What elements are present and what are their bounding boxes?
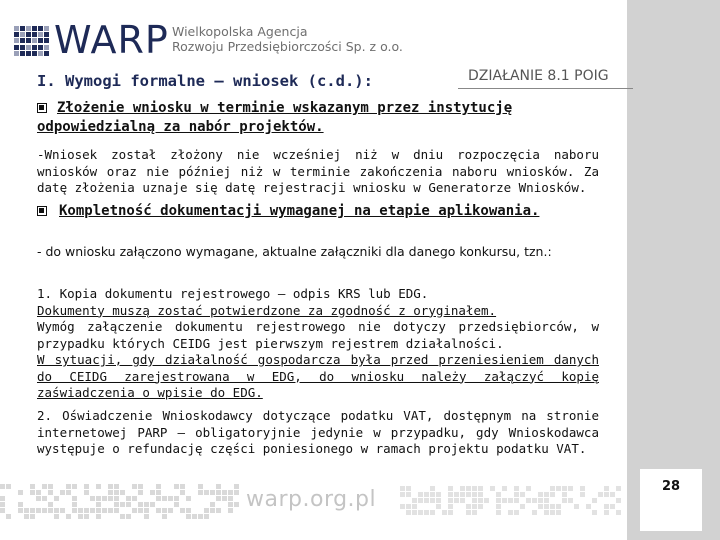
footer-dot — [544, 492, 549, 497]
program-label: DZIAŁANIE 8.1 POIG — [468, 68, 609, 84]
footer-dot — [144, 508, 149, 513]
footer-dot — [496, 510, 501, 515]
footer-dot — [60, 508, 65, 513]
footer-dot — [580, 492, 585, 497]
footer-dot — [448, 486, 453, 491]
page-number: 28 — [661, 479, 681, 494]
footer-dot — [454, 492, 459, 497]
section-number: I. — [37, 72, 56, 90]
footer-dot — [234, 484, 239, 489]
footer-dot — [550, 510, 555, 515]
footer-dot — [538, 498, 543, 503]
footer-dot — [0, 502, 5, 507]
footer-dot — [126, 514, 131, 519]
footer-dot — [424, 498, 429, 503]
footer-dot — [54, 508, 59, 513]
footer-dot — [418, 498, 423, 503]
footer-dots-right — [400, 486, 628, 520]
footer-dot — [0, 508, 5, 513]
point2-heading — [37, 202, 597, 221]
footer-dot — [180, 484, 185, 489]
footer-dot — [102, 496, 107, 501]
footer-dot — [18, 502, 23, 507]
footer-dot — [162, 508, 167, 513]
footer-dot — [180, 508, 185, 513]
footer-dot — [234, 490, 239, 495]
logo-dots-icon — [14, 26, 50, 56]
footer-dot — [502, 498, 507, 503]
point1-body: -Wniosek został złożony nie wcześniej niż w dniu rozpoczęcia naboru wniosków oraz nie później niż w terminie zakończenia naboru wniosków. Za datę złożenia uznaje się datę rejestracji wniosku w Generatorze Wniosków. — [37, 147, 599, 195]
footer-dot — [198, 484, 203, 489]
footer-dot — [168, 496, 173, 501]
footer-dot — [156, 508, 161, 513]
warp-logo — [14, 18, 434, 64]
footer-dot — [610, 492, 615, 497]
footer-dot — [162, 514, 167, 519]
footer-dot — [228, 496, 233, 501]
footer-dot — [430, 492, 435, 497]
footer-dot — [66, 514, 71, 519]
logo-subtitle-line2: Rozwoju Przedsiębiorczości Sp. z o.o. — [172, 39, 403, 54]
footer-dot — [156, 496, 161, 501]
footer-dot — [216, 490, 221, 495]
footer-dot — [216, 484, 221, 489]
footer-dot — [598, 492, 603, 497]
footer-dot — [616, 498, 621, 503]
footer-dot — [42, 496, 47, 501]
footer-dot — [496, 498, 501, 503]
footer-dot — [126, 502, 131, 507]
footer-dot — [66, 490, 71, 495]
footer-dot — [90, 496, 95, 501]
footer-dot — [6, 484, 11, 489]
footer-dot — [460, 498, 465, 503]
logo-subtitle — [172, 24, 403, 54]
footer-dot — [30, 508, 35, 513]
footer-dot — [592, 510, 597, 515]
footer-dot — [78, 514, 83, 519]
footer-dot — [138, 508, 143, 513]
footer-dot — [436, 504, 441, 509]
footer-dot — [412, 510, 417, 515]
footer-dots-left — [0, 484, 245, 520]
footer-dot — [514, 492, 519, 497]
footer-dot — [478, 498, 483, 503]
footer-dot — [418, 510, 423, 515]
footer-dot — [568, 498, 573, 503]
footer-dot — [400, 492, 405, 497]
footer-dot — [174, 484, 179, 489]
footer-dot — [442, 510, 447, 515]
footer-dot — [592, 498, 597, 503]
footer-dot — [138, 484, 143, 489]
footer-dot — [144, 514, 149, 519]
footer-dot — [18, 508, 23, 513]
footer-dot — [0, 484, 5, 489]
footer-dot — [604, 504, 609, 509]
footer-dot — [204, 490, 209, 495]
footer-dot — [228, 502, 233, 507]
footer-dot — [562, 486, 567, 491]
footer-dot — [84, 484, 89, 489]
footer-dot — [96, 514, 101, 519]
attachment-item-1-certification: Dokumenty muszą zostać potwierdzone za zgodność z oryginałem. — [37, 302, 497, 318]
footer-dot — [562, 492, 567, 497]
footer-dot — [544, 498, 549, 503]
footer-dot — [228, 490, 233, 495]
footer-dot — [604, 492, 609, 497]
footer-dot — [400, 486, 405, 491]
footer-dot — [550, 486, 555, 491]
footer-dot — [78, 508, 83, 513]
footer-dot — [192, 514, 197, 519]
footer-dot — [54, 514, 59, 519]
footer-dot — [514, 498, 519, 503]
footer-dot — [174, 502, 179, 507]
footer-dot — [66, 484, 71, 489]
footer-dot — [48, 490, 53, 495]
footer-dot — [114, 508, 119, 513]
footer-dot — [96, 508, 101, 513]
footer-dot — [174, 496, 179, 501]
program-divider — [458, 88, 633, 89]
footer-dot — [168, 508, 173, 513]
footer-dot — [96, 502, 101, 507]
footer-dot — [54, 496, 59, 501]
attachment-item-1-title: 1. Kopia dokumentu rejestrowego – odpis KRS lub EDG. — [37, 286, 429, 301]
footer-dot — [568, 486, 573, 491]
footer-dot — [204, 508, 209, 513]
footer-dot — [406, 492, 411, 497]
footer-dot — [448, 510, 453, 515]
footer-dot — [84, 508, 89, 513]
section-title — [37, 72, 373, 90]
footer-dot — [556, 510, 561, 515]
footer-dot — [472, 504, 477, 509]
attachment-item-2: 2. Oświadczenie Wnioskodawcy dotyczące podatku VAT, dostępnym na stronie internetowej PARP – obligatoryjnie jedynie w przypadku, gdy Wnioskodawca występuje o refundację części poniesionego w ramach projektu podatku VAT. — [37, 408, 599, 456]
footer-dot — [472, 486, 477, 491]
point2-heading-text: Kompletność dokumentacji wymaganej na etapie aplikowania. — [59, 203, 540, 219]
footer-dot — [72, 496, 77, 501]
footer-dot — [36, 508, 41, 513]
footer-dot — [436, 492, 441, 497]
right-sidebar-band — [627, 0, 720, 540]
footer-dot — [478, 486, 483, 491]
footer-dot — [466, 492, 471, 497]
footer-dot — [216, 508, 221, 513]
footer-url: warp.org.pl — [246, 487, 377, 512]
footer-dot — [466, 504, 471, 509]
footer-dot — [150, 490, 155, 495]
footer-dot — [30, 514, 35, 519]
logo-subtitle-line1: Wielkopolska Agencja — [172, 24, 308, 39]
footer-dot — [454, 498, 459, 503]
footer-dot — [406, 510, 411, 515]
footer-dot — [114, 496, 119, 501]
footer-dot — [574, 504, 579, 509]
footer-dot — [514, 486, 519, 491]
footer-dot — [586, 504, 591, 509]
footer-dot — [42, 484, 47, 489]
footer-dot — [424, 510, 429, 515]
footer-dot — [496, 492, 501, 497]
point2-intro: - do wniosku załączono wymagane, aktualne załączniki dla danego konkursu, tzn.: — [37, 244, 552, 259]
footer-dot — [30, 484, 35, 489]
footer-dot — [490, 486, 495, 491]
footer-dot — [520, 504, 525, 509]
footer-dot — [186, 514, 191, 519]
footer-dot — [0, 496, 5, 501]
footer-dot — [448, 504, 453, 509]
footer-dot — [132, 508, 137, 513]
attachment-item-1-note: Wymóg załączenie dokumentu rejestrowego nie dotyczy przedsiębiorców, w przypadku których CEIDG jest pierwszym rejestrem działalności. — [37, 319, 599, 351]
footer-dot — [580, 486, 585, 491]
footer-dot — [60, 490, 65, 495]
footer-dot — [430, 498, 435, 503]
footer-dot — [544, 510, 549, 515]
footer-dot — [508, 510, 513, 515]
footer-dot — [550, 492, 555, 497]
footer-dot — [186, 508, 191, 513]
footer-dot — [514, 510, 519, 515]
footer-dot — [616, 486, 621, 491]
footer-dot — [48, 484, 53, 489]
footer-dot — [24, 514, 29, 519]
footer-dot — [228, 508, 233, 513]
footer-dot — [472, 498, 477, 503]
footer-dot — [550, 504, 555, 509]
footer-dot — [120, 514, 125, 519]
footer-dot — [610, 504, 615, 509]
footer-dot — [472, 510, 477, 515]
footer-dot — [406, 504, 411, 509]
section-title-text: Wymogi formalne – wniosek (c.d.): — [65, 72, 373, 90]
footer-dot — [138, 490, 143, 495]
footer-dot — [466, 486, 471, 491]
footer-dot — [120, 490, 125, 495]
footer-dot — [430, 486, 435, 491]
checkbox-bullet-icon — [37, 103, 47, 113]
footer-dot — [108, 508, 113, 513]
footer-dot — [520, 492, 525, 497]
footer-dot — [72, 502, 77, 507]
attachment-item-1 — [37, 286, 599, 402]
footer-dot — [478, 492, 483, 497]
footer-dot — [430, 510, 435, 515]
footer-dot — [210, 502, 215, 507]
footer-dot — [204, 514, 209, 519]
footer-dot — [234, 502, 239, 507]
footer-dot — [424, 492, 429, 497]
footer-dot — [556, 504, 561, 509]
footer-dot — [18, 490, 23, 495]
footer-dot — [90, 508, 95, 513]
footer-dot — [526, 498, 531, 503]
footer-dot — [538, 504, 543, 509]
footer-dot — [538, 492, 543, 497]
footer-dot — [210, 508, 215, 513]
footer-dot — [556, 486, 561, 491]
footer-dot — [48, 502, 53, 507]
footer-dot — [42, 508, 47, 513]
footer-dot — [448, 498, 453, 503]
footer-dot — [466, 510, 471, 515]
footer-dot — [604, 510, 609, 515]
footer-dot — [144, 502, 149, 507]
footer-dot — [562, 498, 567, 503]
point1-heading-text: Złożenie wniosku w terminie wskazanym przez instytucję odpowiedzialną za nabór projektów. — [37, 100, 513, 135]
footer-dot — [502, 486, 507, 491]
footer-dot — [526, 486, 531, 491]
checkbox-bullet-icon — [37, 206, 47, 216]
footer-dot — [156, 490, 161, 495]
footer-dot — [108, 496, 113, 501]
footer-dot — [156, 484, 161, 489]
footer-dot — [138, 502, 143, 507]
footer-dot — [460, 492, 465, 497]
footer-dot — [84, 490, 89, 495]
footer-dot — [478, 504, 483, 509]
footer-dot — [418, 492, 423, 497]
footer-dot — [162, 496, 167, 501]
footer-dot — [84, 514, 89, 519]
logo-wordmark: WARP — [54, 18, 169, 62]
footer-dot — [460, 486, 465, 491]
footer-dot — [108, 490, 113, 495]
footer-dot — [544, 504, 549, 509]
footer-dot — [108, 484, 113, 489]
footer-dot — [150, 502, 155, 507]
footer-dot — [210, 490, 215, 495]
footer-dot — [412, 498, 417, 503]
footer-dot — [126, 496, 131, 501]
footer-dot — [114, 502, 119, 507]
footer-dot — [72, 508, 77, 513]
point1-heading — [37, 99, 612, 137]
footer-dot — [132, 496, 137, 501]
footer-dot — [120, 502, 125, 507]
footer-dot — [36, 490, 41, 495]
footer-dot — [484, 498, 489, 503]
footer-dot — [604, 486, 609, 491]
footer-dot — [532, 498, 537, 503]
footer-dot — [114, 484, 119, 489]
footer-dot — [72, 484, 77, 489]
footer-dot — [6, 514, 11, 519]
footer-dot — [114, 490, 119, 495]
footer-dot — [222, 496, 227, 501]
footer-dot — [508, 498, 513, 503]
footer-dot — [436, 498, 441, 503]
footer-dot — [30, 490, 35, 495]
footer-dot — [24, 508, 29, 513]
footer-dot — [448, 492, 453, 497]
footer-dot — [216, 496, 221, 501]
footer-dot — [412, 504, 417, 509]
footer-dot — [186, 496, 191, 501]
footer-dot — [96, 496, 101, 501]
footer-dot — [36, 496, 41, 501]
footer-dot — [48, 508, 53, 513]
footer-dot — [102, 508, 107, 513]
footer-dot — [496, 504, 501, 509]
footer-dot — [472, 492, 477, 497]
footer-dot — [198, 514, 203, 519]
footer-dot — [132, 484, 137, 489]
attachment-item-1-ceidg-note: W sytuacji, gdy działalność gospodarcza była przed przeniesieniem danych do CEIDG zarejestrowana w EDG, do wniosku należy załączyć kopię zaświadczenia o wpisie do EDG. — [37, 352, 599, 400]
footer-dot — [180, 490, 185, 495]
footer-dot — [400, 504, 405, 509]
footer-dot — [532, 510, 537, 515]
footer-dot — [616, 510, 621, 515]
footer-dot — [222, 490, 227, 495]
footer-dot — [406, 486, 411, 491]
footer-dot — [96, 484, 101, 489]
footer-dot — [198, 490, 203, 495]
